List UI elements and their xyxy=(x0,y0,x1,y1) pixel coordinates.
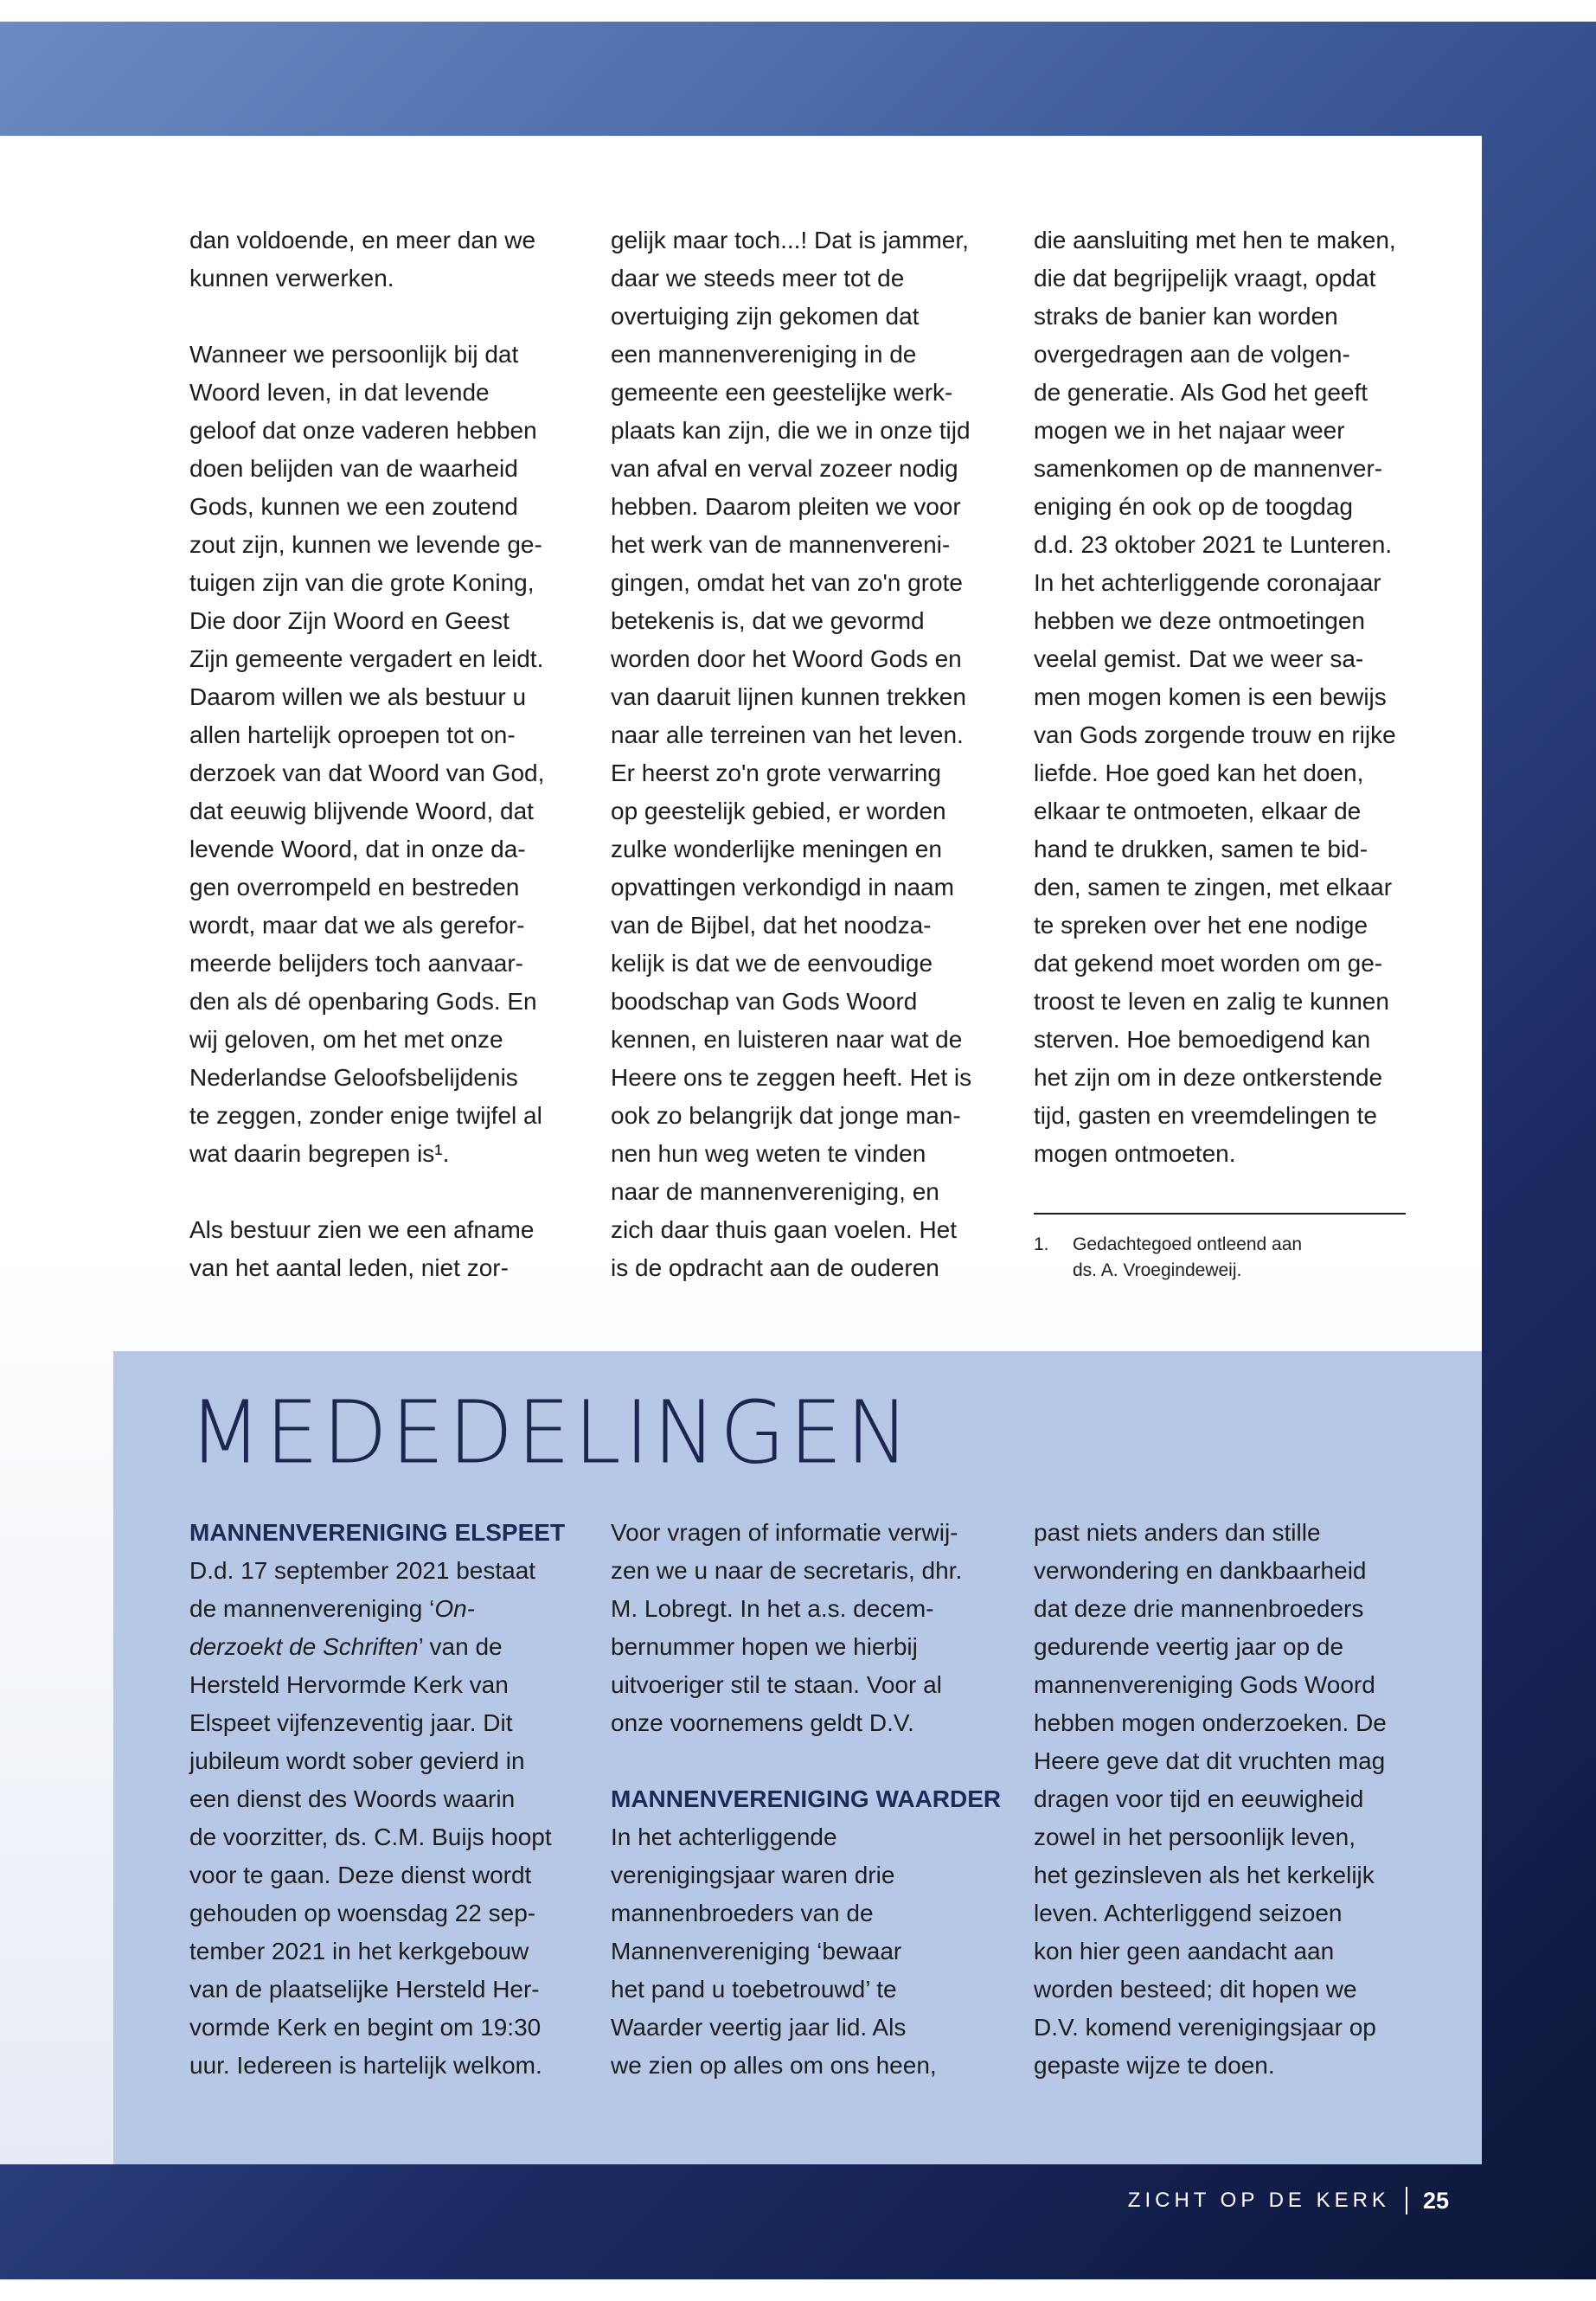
text-line: te zeggen, zonder enige twijfel al xyxy=(189,1102,542,1129)
text-line: Daarom willen we als bestuur u xyxy=(189,683,527,710)
text-line: verenigingsjaar waren drie xyxy=(611,1862,895,1888)
text-line: onze voornemens geldt D.V. xyxy=(611,1709,914,1736)
text-line: hand te drukken, samen te bid- xyxy=(1034,836,1368,862)
text-line: Voor vragen of informatie verwij- xyxy=(611,1519,958,1546)
text-line: In het achterliggende xyxy=(611,1823,837,1850)
text-line: Mannenvereniging ‘bewaar xyxy=(611,1938,902,1965)
text-line: van de plaatselijke Hersteld Her- xyxy=(189,1976,540,2003)
text-line: doen belijden van de waarheid xyxy=(189,455,518,482)
text-line: verwondering en dankbaarheid xyxy=(1034,1557,1367,1584)
text-line: het gezinsleven als het kerkelijk xyxy=(1034,1862,1375,1888)
text-line: Er heerst zo'n grote verwarring xyxy=(611,760,941,786)
text-line: plaats kan zijn, die we in onze tijd xyxy=(611,417,971,444)
text-line: In het achterliggende coronajaar xyxy=(1034,569,1381,596)
text-line: overgedragen aan de volgen- xyxy=(1034,341,1350,368)
text-line: opvattingen verkondigd in naam xyxy=(611,874,954,901)
text-line: mannenbroeders van de xyxy=(611,1900,874,1926)
text-line: mogen we in het najaar weer xyxy=(1034,417,1345,444)
text-line: naar alle terreinen van het leven. xyxy=(611,721,964,748)
text-line: mannenvereniging Gods Woord xyxy=(1034,1671,1375,1698)
text-line: het werk van de mannenvereni- xyxy=(611,531,951,558)
text-line: tember 2021 in het kerkgebouw xyxy=(189,1938,529,1965)
text-line: troost te leven en zalig te kunnen xyxy=(1034,988,1389,1015)
text-line: meerde belijders toch aanvaar- xyxy=(189,950,523,977)
text-line: men mogen komen is een bewijs xyxy=(1034,683,1387,710)
text-line: die dat begrijpelijk vraagt, opdat xyxy=(1034,265,1376,292)
text-line: D.V. komend verenigingsjaar op xyxy=(1034,2014,1376,2041)
text-line: daar we steeds meer tot de xyxy=(611,265,905,292)
footnote-line: Gedachtegoed ontleend aan xyxy=(1073,1234,1303,1254)
magazine-name: ZICHT OP DE KERK xyxy=(1127,2189,1390,2212)
footnote-line: ds. A. Vroegindeweij. xyxy=(1073,1260,1242,1280)
text-line: tuigen zijn van die grote Koning, xyxy=(189,569,535,596)
text-line: kon hier geen aandacht aan xyxy=(1034,1938,1335,1965)
text-line: van het aantal leden, niet zor- xyxy=(189,1254,509,1281)
section-heading: MANNENVERENIGING WAARDER xyxy=(611,1785,1002,1812)
text-line: we zien op alles om ons heen, xyxy=(611,2052,937,2079)
text-line: Waarder veertig jaar lid. Als xyxy=(611,2014,907,2041)
text-line: hebben. Daarom pleiten we voor xyxy=(611,493,961,520)
text-line: Heere ons te zeggen heeft. Het is xyxy=(611,1064,972,1091)
text-line: een dienst des Woords waarin xyxy=(189,1785,516,1812)
text-line: is de opdracht aan de ouderen xyxy=(611,1254,939,1281)
footnote-divider xyxy=(1034,1213,1406,1215)
text-line: M. Lobregt. In het a.s. decem- xyxy=(611,1595,934,1622)
text-line: bernummer hopen we hierbij xyxy=(611,1633,918,1660)
text-line: vormde Kerk en begint om 19:30 xyxy=(189,2014,542,2041)
text-line: van Gods zorgende trouw en rijke xyxy=(1034,721,1396,748)
text-line: Die door Zijn Woord en Geest xyxy=(189,607,510,634)
text-line: dat gekend moet worden om ge- xyxy=(1034,950,1383,977)
text-line: kennen, en luisteren naar wat de xyxy=(611,1026,963,1053)
article-column-1 xyxy=(189,221,570,1287)
text-line: Elspeet vijfenzeventig jaar. Dit xyxy=(189,1709,513,1736)
text-line: gen overrompeld en bestreden xyxy=(189,874,520,901)
text-line: dat deze drie mannenbroeders xyxy=(1034,1595,1364,1622)
text-line: D.d. 17 september 2021 bestaat xyxy=(189,1557,536,1584)
text-line: den, samen te zingen, met elkaar xyxy=(1034,874,1393,901)
text-line: uur. Iedereen is hartelijk welkom. xyxy=(189,2052,542,2079)
text-line: die aansluiting met hen te maken, xyxy=(1034,227,1396,253)
text-line: dragen voor tijd en eeuwigheid xyxy=(1034,1785,1364,1812)
text-line: van afval en verval zozeer nodig xyxy=(611,455,958,482)
text-line: zowel in het persoonlijk leven, xyxy=(1034,1823,1356,1850)
text-line: derzoekt de Schriften’ van de xyxy=(189,1633,503,1660)
text-line: het pand u toebetrouwd’ te xyxy=(611,1976,897,2003)
text-line: d.d. 23 oktober 2021 te Lunteren. xyxy=(1034,531,1393,558)
text-line: hebben we deze ontmoetingen xyxy=(1034,607,1365,634)
text-line: Heere geve dat dit vruchten mag xyxy=(1034,1747,1386,1774)
text-line: kunnen verwerken. xyxy=(189,265,394,292)
footnote-number: 1. xyxy=(1034,1234,1049,1254)
article-column-3 xyxy=(1034,221,1414,1173)
text-line: voor te gaan. Deze dienst wordt xyxy=(189,1862,532,1888)
text-line: gelijk maar toch...! Dat is jammer, xyxy=(611,227,969,253)
text-line: gingen, omdat het van zo'n grote xyxy=(611,569,963,596)
text-line: worden besteed; dit hopen we xyxy=(1034,1976,1357,2003)
article-column-2 xyxy=(611,221,991,1287)
text-line: dan voldoende, en meer dan we xyxy=(189,227,536,253)
text-line: betekenis is, dat we gevormd xyxy=(611,607,925,634)
page-number: 25 xyxy=(1422,2187,1449,2214)
text-line: overtuiging zijn gekomen dat xyxy=(611,303,920,330)
text-line: Zijn gemeente vergadert en leidt. xyxy=(189,645,544,672)
text-line: sterven. Hoe bemoedigend kan xyxy=(1034,1026,1371,1053)
text-line: veelal gemist. Dat we weer sa- xyxy=(1034,645,1364,672)
text-line: uitvoeriger stil te staan. Voor al xyxy=(611,1671,942,1698)
text-line: van de Bijbel, dat het noodza- xyxy=(611,912,932,939)
text-line: een mannenvereniging in de xyxy=(611,341,917,368)
text-line: derzoek van dat Woord van God, xyxy=(189,760,545,786)
text-line: den als dé openbaring Gods. En xyxy=(189,988,537,1015)
text-line: hebben mogen onderzoeken. De xyxy=(1034,1709,1387,1736)
text-line: van daaruit lijnen kunnen trekken xyxy=(611,683,966,710)
text-line: ook zo belangrijk dat jonge man- xyxy=(611,1102,961,1129)
text-line: leven. Achterliggend seizoen xyxy=(1034,1900,1343,1926)
section-heading: MANNENVERENIGING ELSPEET xyxy=(189,1519,566,1546)
text-line: Als bestuur zien we een afname xyxy=(189,1216,535,1243)
mededelingen-column-1 xyxy=(189,1514,570,2085)
text-line: naar de mannenvereniging, en xyxy=(611,1178,939,1205)
text-line: samenkomen op de mannenver- xyxy=(1034,455,1383,482)
text-line: gedurende veertig jaar op de xyxy=(1034,1633,1344,1660)
page-footer xyxy=(1128,2183,1449,2218)
text-line: geloof dat onze vaderen hebben xyxy=(189,417,537,444)
text-line: eniging én ook op de toogdag xyxy=(1034,493,1353,520)
text-line: zout zijn, kunnen we levende ge- xyxy=(189,531,542,558)
text-line: elkaar te ontmoeten, elkaar de xyxy=(1034,798,1362,824)
mededelingen-column-2 xyxy=(611,1514,1002,2085)
text-line: gehouden op woensdag 22 sep- xyxy=(189,1900,536,1926)
text-line: het zijn om in deze ontkerstende xyxy=(1034,1064,1383,1091)
text-line: past niets anders dan stille xyxy=(1034,1519,1321,1546)
text-line: kelijk is dat we de eenvoudige xyxy=(611,950,933,977)
text-line: nen hun weg weten te vinden xyxy=(611,1140,926,1167)
text-line: de mannenvereniging ‘On- xyxy=(189,1595,475,1622)
text-line: tijd, gasten en vreemdelingen te xyxy=(1034,1102,1377,1129)
text-line: boodschap van Gods Woord xyxy=(611,988,918,1015)
text-line: de generatie. Als God het geeft xyxy=(1034,379,1368,406)
text-line: allen hartelijk oproepen tot on- xyxy=(189,721,516,748)
text-line: Hersteld Hervormde Kerk van xyxy=(189,1671,509,1698)
text-line: dat eeuwig blijvende Woord, dat xyxy=(189,798,534,824)
text-line: levende Woord, dat in onze da- xyxy=(189,836,526,862)
text-line: Gods, kunnen we een zoutend xyxy=(189,493,518,520)
text-line: Nederlandse Geloofsbelijdenis xyxy=(189,1064,518,1091)
text-line: de voorzitter, ds. C.M. Buijs hoopt xyxy=(189,1823,552,1850)
text-line: wat daarin begrepen is¹. xyxy=(189,1140,450,1167)
text-line: straks de banier kan worden xyxy=(1034,303,1338,330)
text-line: te spreken over het ene nodige xyxy=(1034,912,1368,939)
text-line: Wanneer we persoonlijk bij dat xyxy=(189,341,519,368)
text-line: Woord leven, in dat levende xyxy=(189,379,490,406)
text-line: op geestelijk gebied, er worden xyxy=(611,798,946,824)
text-line: zich daar thuis gaan voelen. Het xyxy=(611,1216,958,1243)
mededelingen-column-3 xyxy=(1034,1514,1414,2085)
text-line: zulke wonderlijke meningen en xyxy=(611,836,942,862)
text-line: wordt, maar dat we als gerefor- xyxy=(189,912,525,939)
text-line: worden door het Woord Gods en xyxy=(611,645,962,672)
text-line: mogen ontmoeten. xyxy=(1034,1140,1236,1167)
text-line: gemeente een geestelijke werk- xyxy=(611,379,953,406)
text-line: gepaste wijze te doen. xyxy=(1034,2052,1275,2079)
text-line: jubileum wordt sober gevierd in xyxy=(189,1747,525,1774)
text-line: liefde. Hoe goed kan het doen, xyxy=(1034,760,1364,786)
section-title: MEDEDELINGEN xyxy=(189,1382,913,1484)
text-line: wij geloven, om het met onze xyxy=(189,1026,503,1053)
text-line: zen we u naar de secretaris, dhr. xyxy=(611,1557,963,1584)
footer-separator xyxy=(1406,2187,1407,2214)
